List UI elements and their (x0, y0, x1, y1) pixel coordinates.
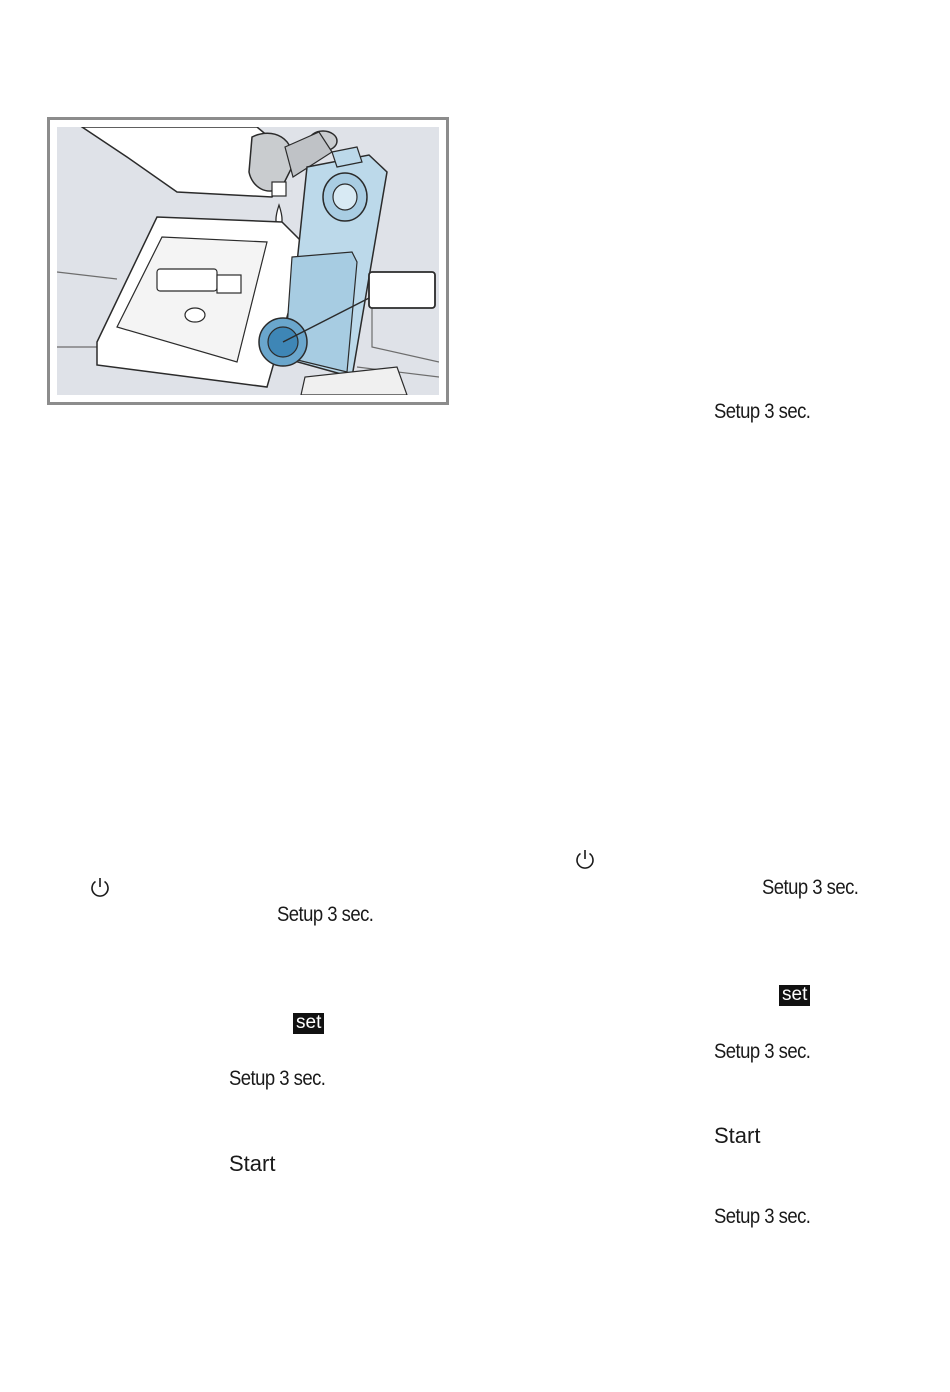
start-label: Start (714, 1123, 761, 1148)
setup-label: Setup 3 sec. (229, 1067, 326, 1090)
start-label: Start (229, 1151, 276, 1176)
setup-label: Setup 3 sec. (762, 876, 859, 899)
setup-label: Setup 3 sec. (714, 1040, 811, 1063)
setup-label: Setup 3 sec. (714, 400, 811, 423)
rinse-aid-dispenser-figure (57, 127, 439, 395)
rinse-aid-illustration (47, 117, 449, 405)
setup-label: Setup 3 sec. (714, 1205, 811, 1228)
set-display-label: set (293, 1013, 324, 1034)
power-icon (574, 848, 596, 870)
set-display-label: set (779, 985, 810, 1006)
setup-label: Setup 3 sec. (277, 903, 374, 926)
power-icon (89, 876, 111, 898)
